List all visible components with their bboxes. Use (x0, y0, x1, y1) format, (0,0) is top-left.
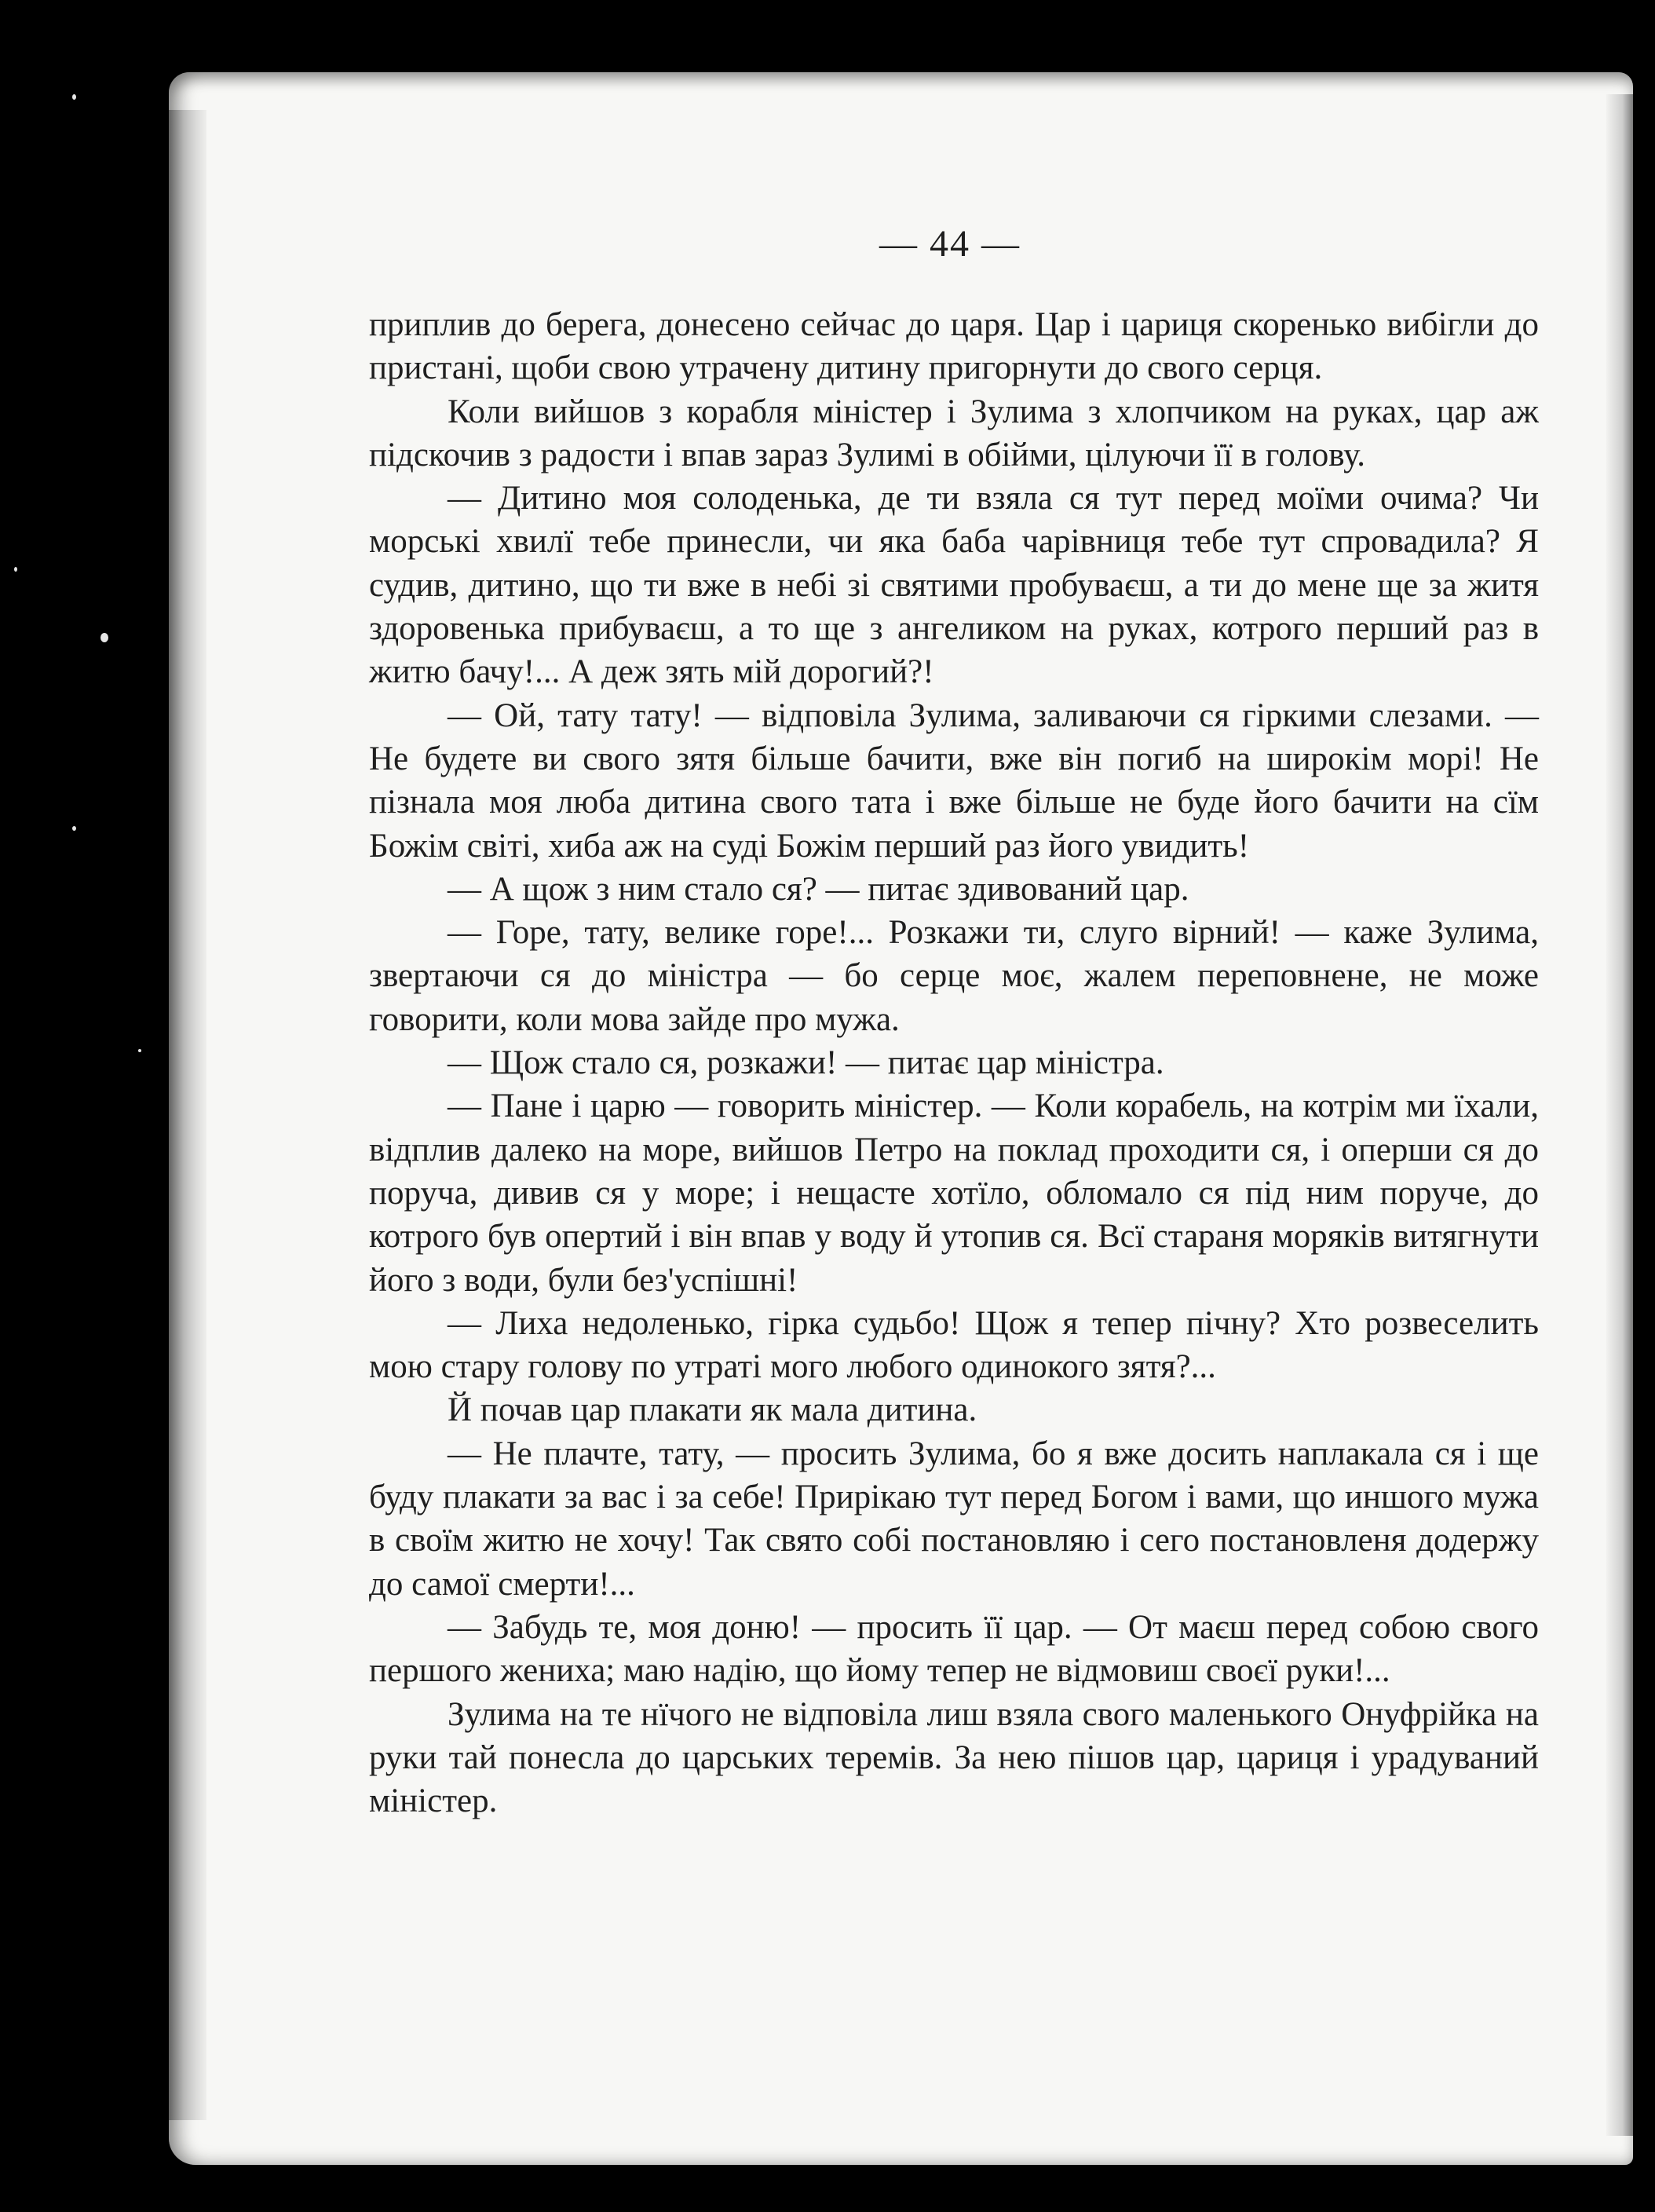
paragraph: — Дитино моя солоденька, де ти взяла ся тут перед моїми очима? Чи морські хвилї тебе принесли, чи яка баба чарівниця тебе тут спровадила? Я судив, дитино, що ти вже в небі зі святими пробуваєш, а ти до мене ще за житя здоровенька прибуваєш, а то ще з ангеликом на руках, котрого перший раз в житю бачу!... А деж зять мій дорогий?! (369, 480, 1539, 691)
paragraph: — Пане і царю — говорить міністер. — Коли корабель, на котрім ми їхали, відплив далеко на море, вийшов Петро на поклад проходити ся, і оперши ся до поруча, дивив ся у море; і нещасте хотїло, обломало ся під ним поруче, до котрого був опертий і він впав у воду й утопив ся. Всї стараня моряків витягнути його з води, були без'успішні! (369, 1088, 1539, 1299)
page-text (369, 303, 1539, 1823)
paragraph: Коли вийшов з корабля міністер і Зулима з хлопчиком на руках, цар аж підскочив з радости і впав зараз Зулимі в обійми, цілуючи її в голову. (369, 393, 1539, 473)
paragraph: Й почав цар плакати як мала дитина. (448, 1391, 977, 1429)
paragraph: — Ой, тату тату! — відповіла Зулима, заливаючи ся гіркими слезами. — Не будете ви свого зятя більше бачити, вже він погиб на широкім морі! Не пізнала моя люба дитина свого тата і вже більше не буде його бачити на сїм Божім світі, хиба аж на суді Божім перший раз його увидить! (369, 697, 1539, 865)
dust-speck (138, 1049, 141, 1052)
paragraph: — Горе, тату, велике горе!... Розкажи ти, слуго вірний! — каже Зулима, звертаючи ся до міністра — бо серце моє, жалем переповнене, не може говорити, коли мова зайде про мужа. (369, 914, 1539, 1038)
paragraph: — А щож з ним стало ся? — питає здивований цар. (448, 870, 1189, 908)
paragraph: — Лиха недоленько, гірка судьбо! Щож я тепер пічну? Хто розвеселить мою стару голову по утраті мого любого одинокого зятя?... (369, 1304, 1539, 1386)
dust-speck (100, 633, 108, 642)
dust-speck (14, 567, 17, 572)
paragraph: Зулима на те нїчого не відповіла лиш взяла свого маленького Онуфрійка на руки тай понесла до царських теремів. За нею пішов цар, цариця і урадуваний міністер. (369, 1695, 1539, 1820)
dust-speck (72, 94, 76, 100)
paragraph: приплив до берега, донесено сейчас до царя. Цар і цариця скоренько вибігли до пристані, щоби свою утрачену дитину пригорнути до свого серця. (369, 306, 1539, 387)
page-left-edge-shadow (169, 110, 206, 2120)
paragraph: — Щож стало ся, розкажи! — питає цар міністра. (448, 1044, 1164, 1082)
page-right-edge-shadow (1606, 94, 1633, 2136)
dust-speck (72, 826, 76, 831)
page-number: — 44 — (879, 223, 1021, 265)
paragraph: — Забудь те, моя доню! — просить її цар. — От маєш перед собою свого першого жениха; маю надію, що йому тепер не відмовиш своєї руки!... (369, 1608, 1539, 1690)
paragraph: — Не плачте, тату, — просить Зулима, бо я вже досить наплакала ся і ще буду плакати за вас і за себе! Прирікаю тут перед Богом і вами, що иншого мужа в своїм житю не хочу! Так свято собі постановляю і сего постановленя додержу до самої смерти!... (369, 1435, 1539, 1603)
